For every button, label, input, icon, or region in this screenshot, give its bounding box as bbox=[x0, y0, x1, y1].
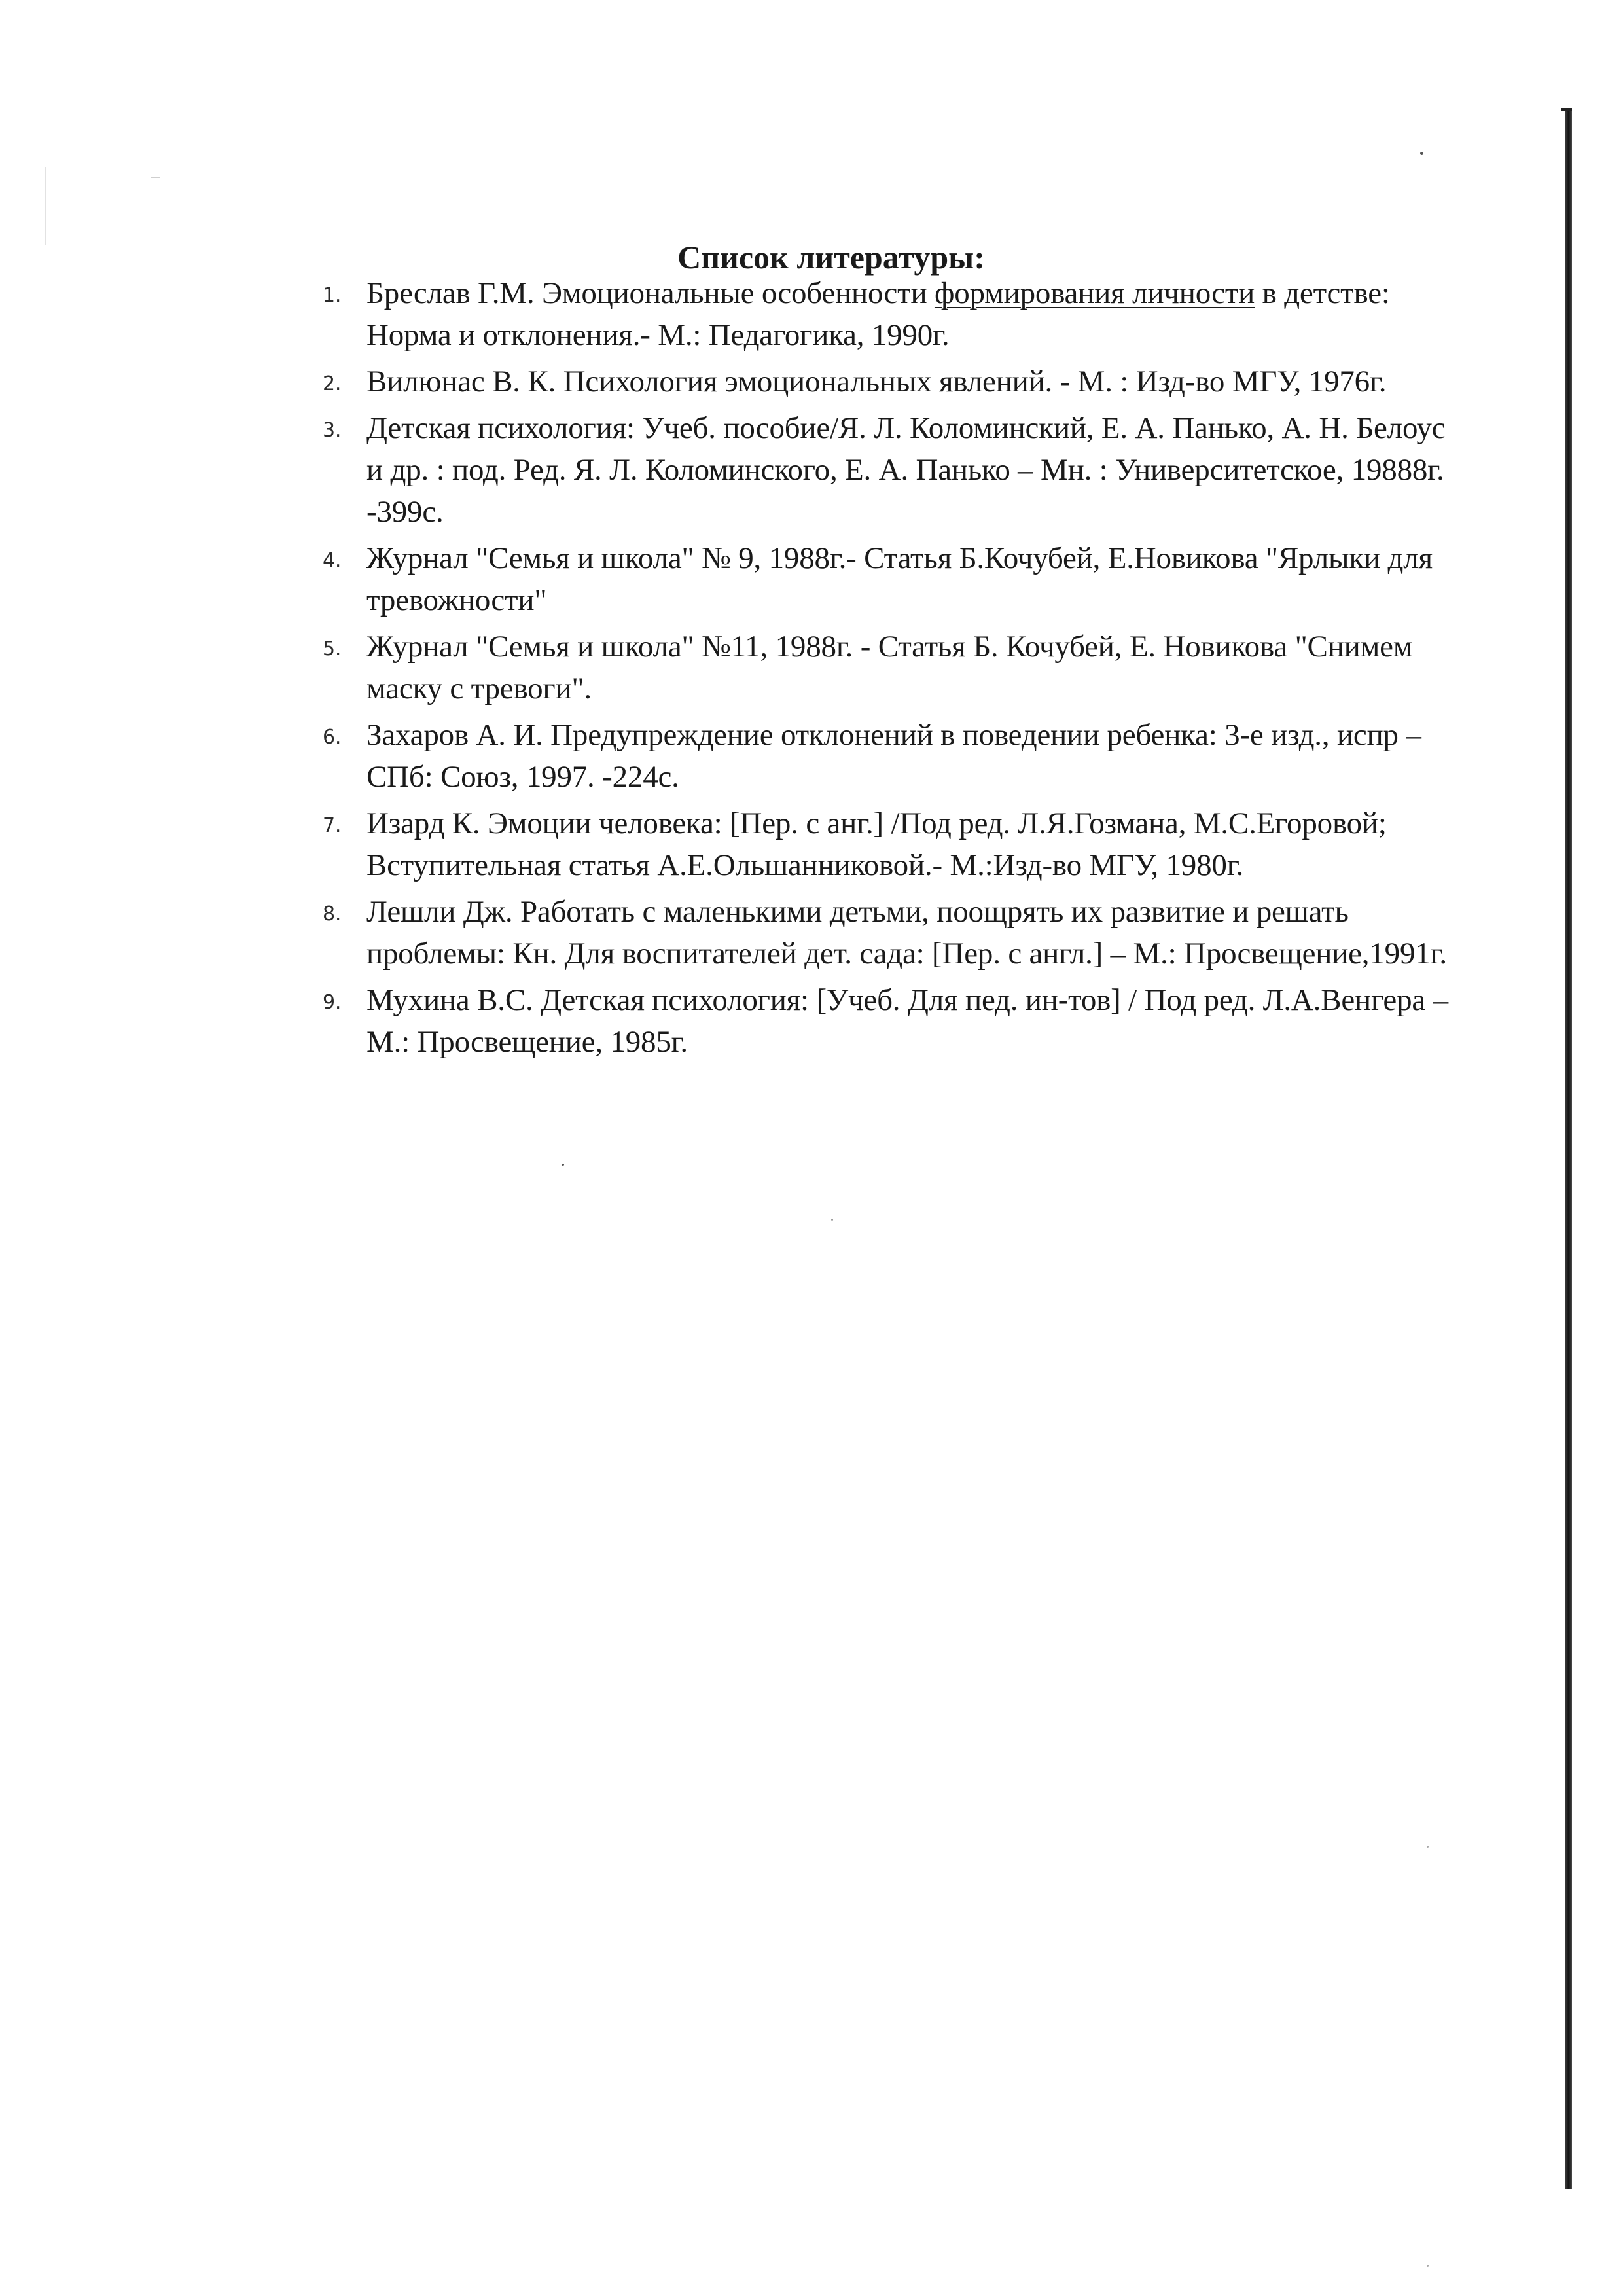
reference-text-part: Журнал "Семья и школа" № 9, 1988г.- Статья Б.Кочубей, Е.Новикова "Ярлыки для тревожности" bbox=[366, 541, 1433, 617]
reference-item bbox=[323, 537, 1466, 621]
reference-number: 3. bbox=[323, 419, 342, 442]
reference-text bbox=[366, 714, 1466, 798]
reference-number: 2. bbox=[323, 372, 342, 395]
reference-item bbox=[323, 407, 1466, 533]
reference-item bbox=[323, 626, 1466, 709]
reference-item bbox=[323, 891, 1466, 975]
reference-item bbox=[323, 979, 1466, 1063]
reference-text bbox=[366, 272, 1466, 356]
reference-number: 9. bbox=[323, 991, 342, 1014]
reference-text bbox=[366, 537, 1466, 621]
reference-number: 4. bbox=[323, 549, 342, 572]
reference-number: 1. bbox=[323, 284, 342, 307]
scan-edge-corner bbox=[1561, 108, 1572, 111]
reference-number: 5. bbox=[323, 637, 342, 660]
reference-text-part: Бреслав Г.М. Эмоциональные особенности bbox=[366, 276, 935, 310]
reference-number: 6. bbox=[323, 726, 342, 749]
reference-text bbox=[366, 979, 1466, 1063]
reference-text-part: Детская психология: Учеб. пособие/Я. Л. Коломинский, Е. А. Панько, А. Н. Белоус и др. : под. Ред. Я. Л. Коломинского, Е. А. Панько – Мн. : Университетское, 19888г. -399с. bbox=[366, 411, 1446, 529]
reference-text-part: Мухина В.С. Детская психология: [Учеб. Для пед. ин-тов] / Под ред. Л.А.Венгера – М.: Просвещение, 1985г. bbox=[366, 983, 1448, 1059]
scan-speck bbox=[562, 1164, 564, 1166]
scan-speck bbox=[831, 1219, 833, 1221]
reference-text bbox=[366, 802, 1466, 886]
scan-dash-mark bbox=[151, 177, 160, 178]
reference-text-part: в детстве: Норма и отклонения.- М.: Педагогика, 1990г. bbox=[366, 276, 1390, 352]
scan-speck bbox=[1427, 1846, 1429, 1848]
reference-text-part: Захаров А. И. Предупреждение отклонений в поведении ребенка: 3-е изд., испр – СПб: Союз, 1997. -224с. bbox=[366, 718, 1421, 794]
reference-underlined-text: формирования личности bbox=[934, 276, 1255, 310]
reference-text bbox=[366, 891, 1466, 975]
reference-text-part: Изард К. Эмоции человека: [Пер. с анг.] /Под ред. Л.Я.Гозмана, М.С.Егоровой; Вступительная статья А.Е.Ольшанниковой.- М.:Изд-во МГУ, 1980г. bbox=[366, 806, 1387, 882]
reference-text-part: Лешли Дж. Работать с маленькими детьми, поощрять их развитие и решать проблемы: Кн. Для воспитателей дет. сада: [Пер. с англ.] – М.: Просвещение,1991г. bbox=[366, 895, 1447, 971]
reference-item bbox=[323, 802, 1466, 886]
scan-speck bbox=[1420, 152, 1423, 155]
reference-text-part: Журнал "Семья и школа" №11, 1988г. - Статья Б. Кочубей, Е. Новикова "Снимем маску с тревоги". bbox=[366, 630, 1413, 706]
reference-number: 8. bbox=[323, 903, 342, 925]
reference-text bbox=[366, 361, 1466, 403]
scan-left-mark bbox=[45, 167, 46, 245]
reference-text bbox=[366, 626, 1466, 709]
reference-item bbox=[323, 272, 1466, 356]
bibliography-title: Список литературы: bbox=[677, 239, 985, 276]
reference-item bbox=[323, 714, 1466, 798]
scan-speck bbox=[1427, 2265, 1429, 2267]
reference-item bbox=[323, 361, 1466, 403]
reference-number: 7. bbox=[323, 814, 342, 837]
reference-text-part: Вилюнас В. К. Психология эмоциональных явлений. - М. : Изд-во МГУ, 1976г. bbox=[366, 365, 1387, 399]
scan-edge-shadow bbox=[1565, 108, 1572, 2189]
reference-list bbox=[323, 272, 1466, 1067]
reference-text bbox=[366, 407, 1466, 533]
